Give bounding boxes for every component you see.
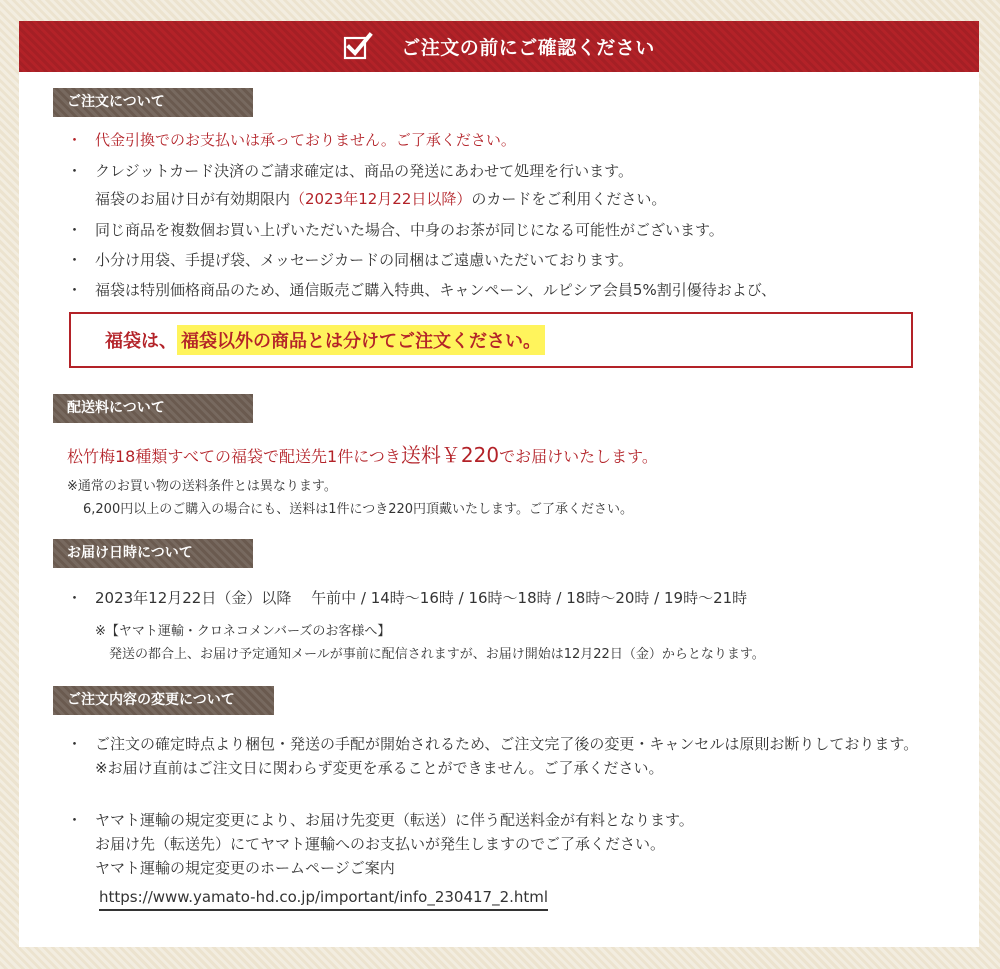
notice-panel — [19, 21, 979, 947]
bullet: ・ — [67, 131, 83, 149]
shipping-note-2: 6,200円以上のご購入の場合にも、送料は1件につき220円頂戴いたします。ご了承ください。 — [83, 502, 634, 517]
shipping-fee-line: 松竹梅18種類すべての福袋で配送先1件につき送料￥220でお届けいたします。 — [67, 443, 658, 467]
bullet: ・ — [67, 589, 83, 607]
bullet: ・ — [67, 251, 83, 269]
changes-item-cancel: ・ ご注文の確定時点より梱包・発送の手配が開始されるため、ご注文完了後の変更・キャンセルは原則お断りしております。 ※お届け直前はご注文日に関わらず変更を承ることができません。ご了承ください。 — [67, 732, 959, 780]
order-item-billing: ・ クレジットカード決済のご請求確定は、商品の発送にあわせて処理を行います。 福袋のお届け日が有効期限内（2023年12月22日以降）のカードをご利用ください。 — [67, 159, 959, 211]
yamato-info-link[interactable]: https://www.yamato-hd.co.jp/important/info_230417_2.html — [99, 888, 548, 911]
shipping-fee-price: 送料￥220 — [400, 443, 500, 467]
delivery-time-slots: ・ 2023年12月22日（金）以降 午前中 / 14時～16時 / 16時～18時 / 18時～20時 / 19時～21時 — [67, 586, 959, 610]
highlighted-notice: 福袋以外の商品とは分けてご注文ください。 — [177, 325, 545, 355]
yamato-info-link-row — [99, 885, 959, 909]
card-expiry-date: （2023年12月22日以降） — [290, 190, 472, 208]
bullet: ・ — [67, 221, 83, 239]
shipping-note-1: ※通常のお買い物の送料条件とは異なります。 — [67, 479, 337, 494]
order-item-cod: ・ 代金引換でのお支払いは承っておりません。ご了承ください。 — [67, 128, 959, 152]
checkbox-checked-icon — [343, 32, 373, 62]
bullet: ・ — [67, 735, 83, 753]
order-item-duplicate: ・ 同じ商品を複数個お買い上げいただいた場合、中身のお茶が同じになる可能性がございます。 — [67, 218, 959, 242]
bullet: ・ — [67, 811, 83, 829]
bullet: ・ — [67, 162, 83, 180]
header-banner — [19, 21, 979, 72]
banner-title: ご注文の前にご確認ください — [401, 37, 655, 59]
section-heading-changes: ご注文内容の変更について — [53, 686, 274, 715]
order-item-special-price: ・ 福袋は特別価格商品のため、通信販売ご購入特典、キャンペーン、ルピシア会員5%割引優待および、 — [67, 278, 959, 302]
changes-item-forwarding: ・ ヤマト運輸の規定変更により、お届け先変更（転送）に伴う配送料金が有料となります。 お届け先（転送先）にてヤマト運輸へのお支払いが発生しますのでご了承ください。 ヤマト運輸の規定変更のホームページご案内 — [67, 808, 959, 880]
order-item-bags: ・ 小分け用袋、手提げ袋、メッセージカードの同梱はご遠慮いただいております。 — [67, 248, 959, 272]
bullet: ・ — [67, 281, 83, 299]
section-heading-order: ご注文について — [53, 88, 253, 117]
delivery-note-2: 発送の都合上、お届け予定通知メールが事前に配信されますが、お届け開始は12月22日（金）からとなります。 — [109, 647, 765, 662]
delivery-note-1: ※【ヤマト運輸・クロネコメンバーズのお客様へ】 — [95, 624, 391, 639]
section-heading-shipping: 配送料について — [53, 394, 253, 423]
changes-item-cancel-note: ※お届け直前はご注文日に関わらず変更を承ることができません。ご了承ください。 — [95, 759, 664, 777]
separate-order-notice: 福袋は、 福袋以外の商品とは分けてご注文ください。 — [69, 312, 913, 368]
section-heading-delivery: お届け日時について — [53, 539, 253, 568]
